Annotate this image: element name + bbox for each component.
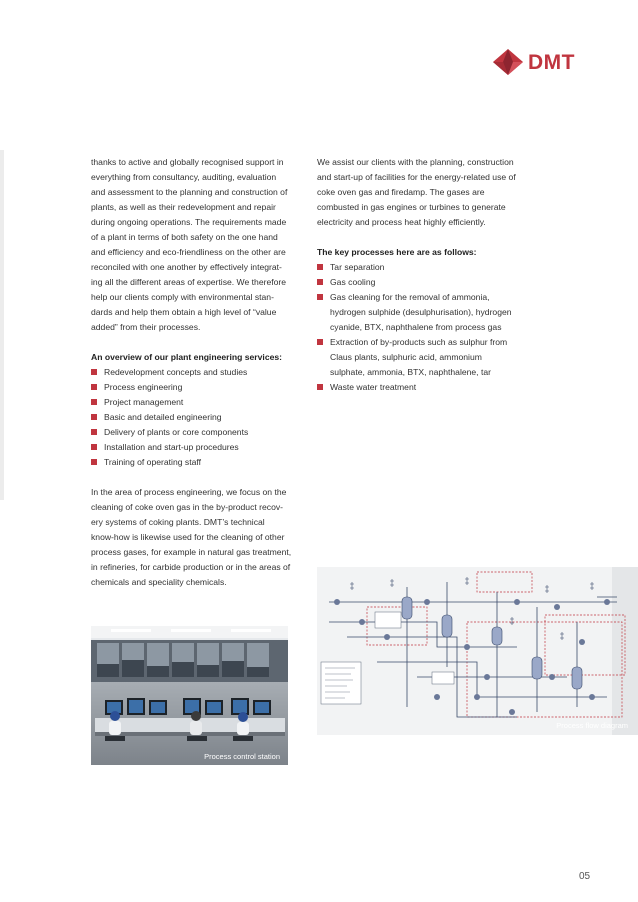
control-room-illustration [91,626,288,765]
text-line: everything from consultancy, auditing, evaluation [91,172,277,182]
list-item: Basic and detailed engineering [91,410,307,425]
intro-paragraph [91,155,307,335]
text-line: coke oven gas and firedamp. The gases are [317,187,485,197]
text-line: help our clients comply with environmental stan- [91,292,274,302]
text-line: sulphate, ammonia, BTX, naphthalene, tar [330,367,491,377]
text-line: dards and help them obtain a high level of “value [91,307,277,317]
text-line: Claus plants, sulphuric acid, ammonium [330,352,482,362]
dmt-logo [493,49,575,75]
key-processes-list [317,260,539,395]
right-column [317,155,539,395]
list-item: Project management [91,395,307,410]
text-line: and efficiency and eco-friendliness on the other are [91,247,286,257]
list-item: Process engineering [91,380,307,395]
list-item: Delivery of plants or core components [91,425,307,440]
list-item [317,290,539,335]
page-edge-marker [0,150,4,500]
text-line: process gases, for example in natural gas treatment, [91,547,292,557]
list-item [317,380,539,395]
key-processes-heading: The key processes here are as follows: [317,247,477,257]
list-item [317,335,539,380]
text-line: during ongoing operations. The requirements made [91,217,287,227]
text-line: of a plant in terms of both safety on the one hand [91,232,278,242]
text-line: in refineries, for carbide production or in the areas of [91,562,291,572]
dmt-logo-icon [493,49,523,75]
page-number: 05 [579,871,591,882]
energy-paragraph [317,155,539,230]
text-line: chemicals and speciality chemicals. [91,577,227,587]
brand-name: DMT [528,50,575,74]
list-item: Training of operating staff [91,455,307,470]
text-line: ing all the different areas of expertise. We therefore [91,277,287,287]
list-item: Redevelopment concepts and studies [91,365,307,380]
text-line: know-how is likewise used for the cleaning of other [91,532,285,542]
photo-caption: Process control station [204,752,280,761]
text-line: reconciled with one another by effectively integrat- [91,262,282,272]
text-line: Gas cooling [330,277,376,287]
diagram-caption: Process flow diagram [556,721,628,730]
text-line: plants, as well as their redevelopment and repair [91,202,276,212]
text-line: ery systems of coking plants. DMT’s technical [91,517,265,527]
list-item: Installation and start-up procedures [91,440,307,455]
text-line: cleaning of coke oven gas in the by-product recov- [91,502,284,512]
services-heading: An overview of our plant engineering services: [91,352,283,362]
text-line: Tar separation [330,262,385,272]
services-list [91,365,307,470]
text-line: Waste water treatment [330,382,417,392]
flow-diagram-illustration [317,567,638,735]
text-line: added” from their processes. [91,322,201,332]
text-line: Extraction of by-products such as sulphur from [330,337,508,347]
list-item [317,260,539,275]
process-flow-diagram [317,567,638,735]
left-column [91,155,307,590]
text-line: We assist our clients with the planning, construction [317,157,514,167]
process-engineering-paragraph [91,485,307,590]
text-line: cyanide, BTX, naphthalene from process gas [330,322,502,332]
text-line: combusted in gas engines or turbines to generate [317,202,506,212]
text-line: hydrogen sulphide (desulphurisation), hydrogen [330,307,512,317]
text-line: thanks to active and globally recognised support in [91,157,284,167]
text-line: electricity and process heat highly efficiently. [317,217,486,227]
text-line: and start-up of facilities for the energy-related use of [317,172,516,182]
process-control-station-photo [91,626,288,765]
text-line: and assessment to the planning and construction of [91,187,288,197]
text-line: Gas cleaning for the removal of ammonia, [330,292,490,302]
text-line: In the area of process engineering, we focus on the [91,487,287,497]
list-item [317,275,539,290]
